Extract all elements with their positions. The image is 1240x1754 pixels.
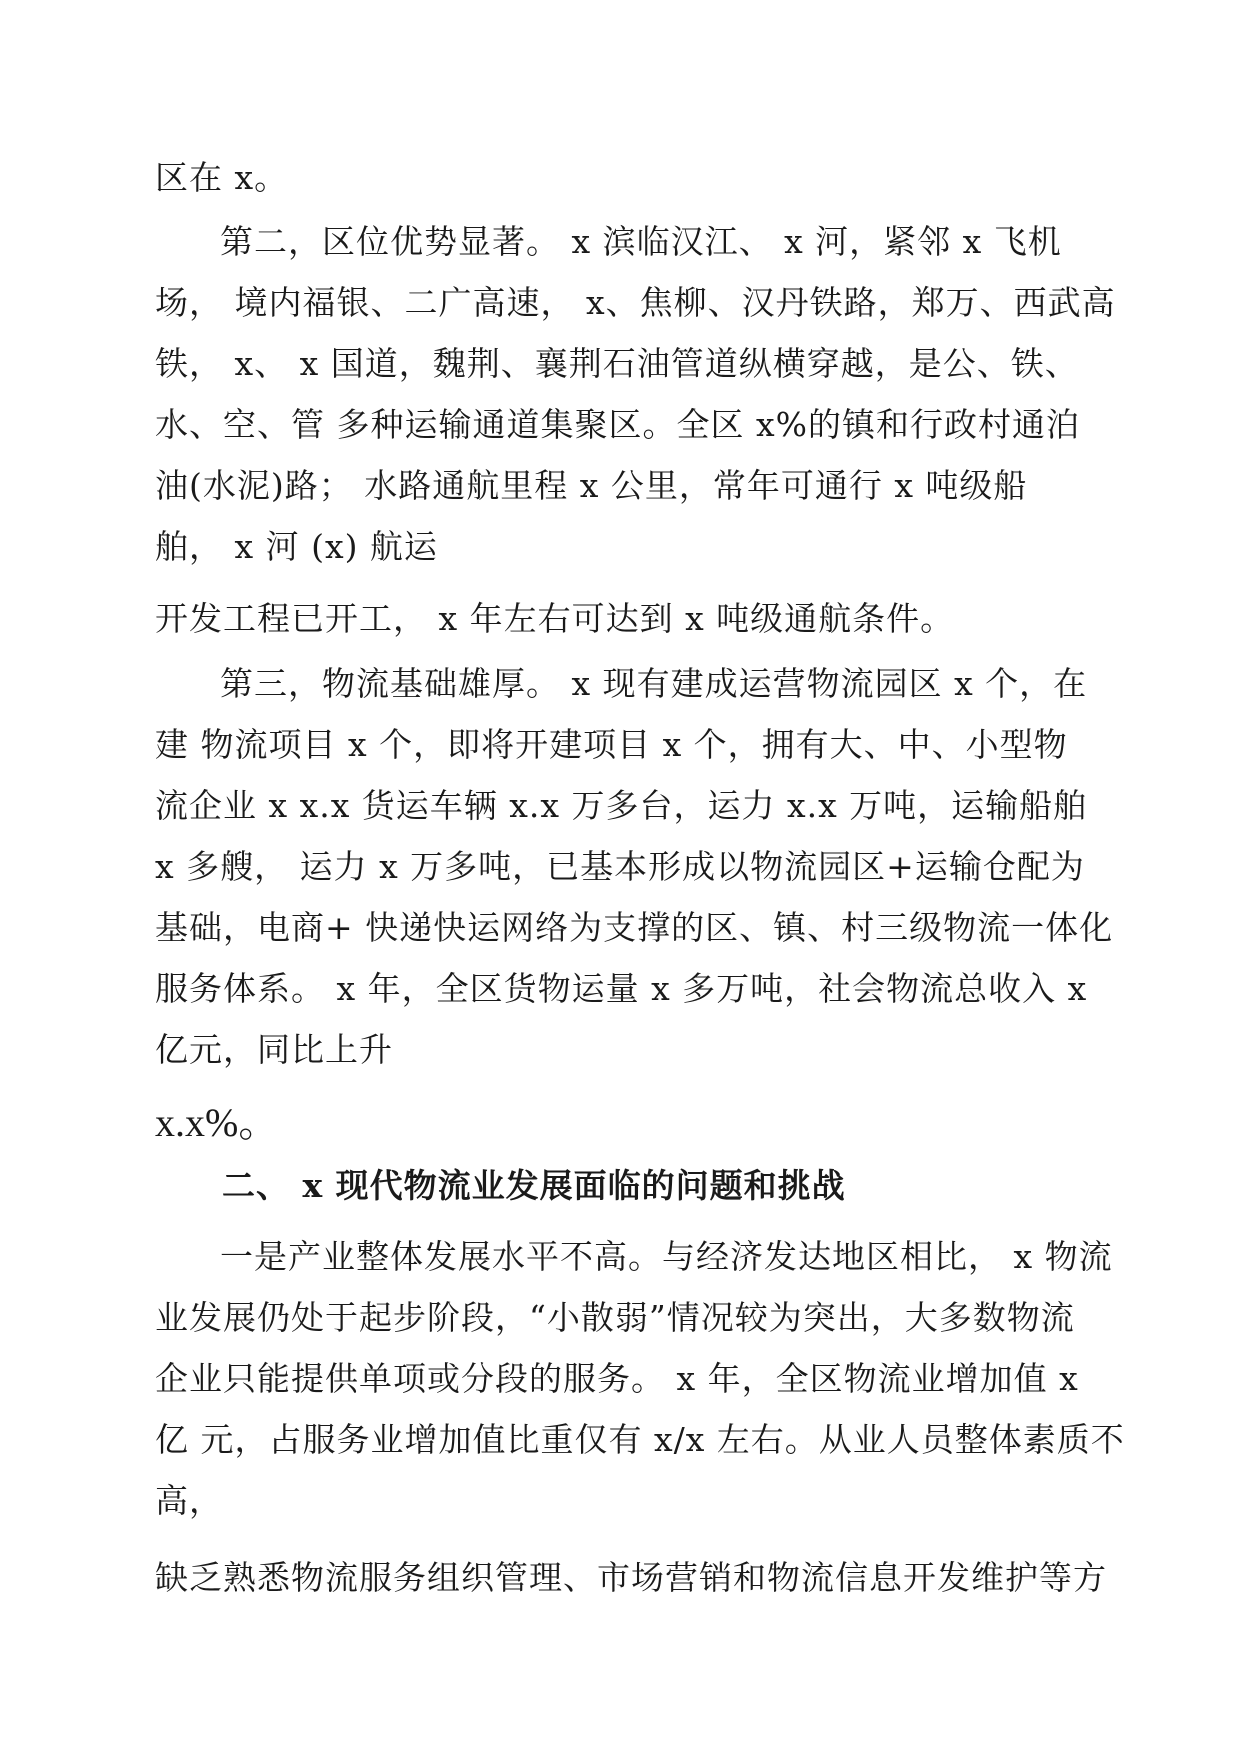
paragraph-line: 缺乏熟悉物流服务组织管理、市场营销和物流信息开发维护等方	[155, 1558, 1107, 1597]
paragraph-line: 铁， x、 x 国道，魏荆、襄荆石油管道纵横穿越，是公、铁、	[155, 344, 1079, 383]
section-heading: 二、 x 现代物流业发展面临的问题和挑战	[222, 1166, 846, 1205]
paragraph-line: 服务体系。 x 年，全区货物运量 x 多万吨，社会物流总收入 x	[155, 969, 1088, 1008]
paragraph-line: 第三，物流基础雄厚。 x 现有建成运营物流园区 x 个，在	[220, 664, 1088, 703]
paragraph-line: 企业只能提供单项或分段的服务。 x 年，全区物流业增加值 x	[155, 1359, 1079, 1398]
paragraph-line: x 多艘， 运力 x 万多吨，已基本形成以物流园区+运输仓配为	[155, 847, 1085, 886]
paragraph-line: 亿 元，占服务业增加值比重仅有 x/x 左右。从业人员整体素质不	[155, 1420, 1125, 1459]
paragraph-line: 第二，区位优势显著。 x 滨临汉江、 x 河，紧邻 x 飞机	[220, 222, 1062, 261]
paragraph-line: 油(水泥)路； 水路通航里程 x 公里，常年可通行 x 吨级船	[155, 466, 1028, 505]
paragraph-line: 业发展仍处于起步阶段，“小散弱”情况较为突出，大多数物流	[155, 1298, 1075, 1337]
paragraph-line: 一是产业整体发展水平不高。与经济发达地区相比， x 物流	[220, 1237, 1113, 1276]
paragraph-line: 基础，电商+ 快递快运网络为支撑的区、镇、村三级物流一体化	[155, 908, 1114, 947]
paragraph-line: 舶， x 河 (x) 航运	[155, 527, 438, 566]
paragraph-line: 建 物流项目 x 个，即将开建项目 x 个，拥有大、中、小型物	[155, 725, 1068, 764]
paragraph-line: 区在 x。	[155, 158, 289, 197]
paragraph-line: 水、空、管 多种运输通道集聚区。全区 x%的镇和行政村通泊	[155, 405, 1080, 444]
percentage-line: x.x%。	[155, 1100, 279, 1145]
paragraph-line: 开发工程已开工， x 年左右可达到 x 吨级通航条件。	[155, 599, 955, 638]
paragraph-line: 场， 境内福银、二广高速， x、焦柳、汉丹铁路，郑万、西武高	[155, 283, 1116, 322]
paragraph-line: 流企业 x x.x 货运车辆 x.x 万多台，运力 x.x 万吨，运输船舶	[155, 786, 1088, 825]
paragraph-line: 亿元，同比上升	[155, 1030, 393, 1069]
paragraph-line: 高，	[155, 1481, 223, 1520]
